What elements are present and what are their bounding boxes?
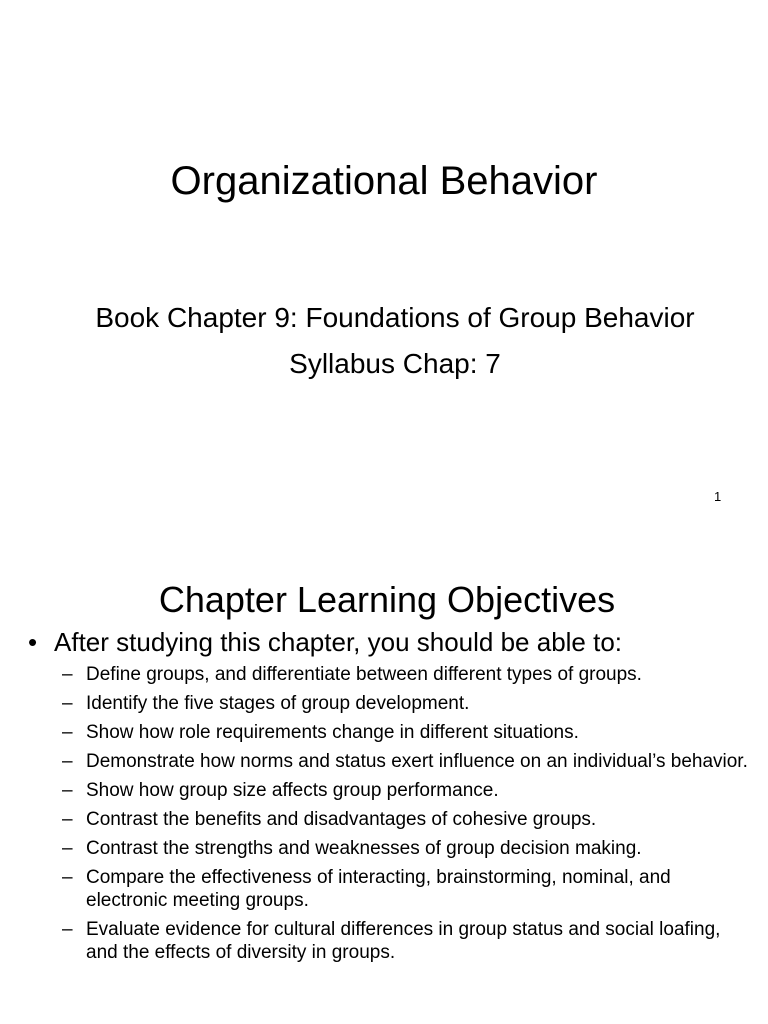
objective-text: Evaluate evidence for cultural differences in group status and social loafing, and the effects of diversity in groups. xyxy=(86,919,721,963)
list-item xyxy=(62,721,752,744)
dash-icon: – xyxy=(62,722,73,743)
list-item xyxy=(62,866,752,912)
list-item xyxy=(62,663,752,686)
slide-title: Organizational Behavior xyxy=(170,159,598,203)
dash-icon: – xyxy=(62,693,73,714)
slide-subtitle-chapter: Book Chapter 9: Foundations of Group Behavior xyxy=(95,302,695,333)
dash-icon: – xyxy=(62,867,73,888)
dash-icon: – xyxy=(62,809,73,830)
bullet-icon: • xyxy=(28,627,38,657)
objective-text: Show how role requirements change in different situations. xyxy=(86,722,579,743)
objective-text: Contrast the benefits and disadvantages of cohesive groups. xyxy=(86,809,597,830)
slide-subtitle-syllabus: Syllabus Chap: 7 xyxy=(289,348,501,379)
list-item xyxy=(62,750,752,773)
objective-text: Contrast the strengths and weaknesses of group decision making. xyxy=(86,838,642,859)
dash-icon: – xyxy=(62,838,73,859)
objective-text: Define groups, and differentiate between different types of groups. xyxy=(86,664,642,685)
objective-text: Identify the five stages of group development. xyxy=(86,693,470,714)
objective-text: Compare the effectiveness of interacting, brainstorming, nominal, and electronic meeting groups. xyxy=(86,867,671,911)
page-number: 1 xyxy=(714,489,722,504)
list-item xyxy=(62,918,752,964)
objectives-list xyxy=(62,663,752,970)
objective-text: Show how group size affects group performance. xyxy=(86,780,499,801)
list-item xyxy=(62,808,752,831)
dash-icon: – xyxy=(62,664,73,685)
objectives-intro xyxy=(28,626,622,658)
list-item xyxy=(62,692,752,715)
objectives-title: Chapter Learning Objectives xyxy=(158,579,616,620)
dash-icon: – xyxy=(62,919,73,940)
list-item xyxy=(62,837,752,860)
objectives-intro-text: After studying this chapter, you should be able to: xyxy=(54,627,623,657)
list-item xyxy=(62,779,752,802)
objective-text: Demonstrate how norms and status exert influence on an individual’s behavior. xyxy=(86,751,748,772)
dash-icon: – xyxy=(62,751,73,772)
dash-icon: – xyxy=(62,780,73,801)
